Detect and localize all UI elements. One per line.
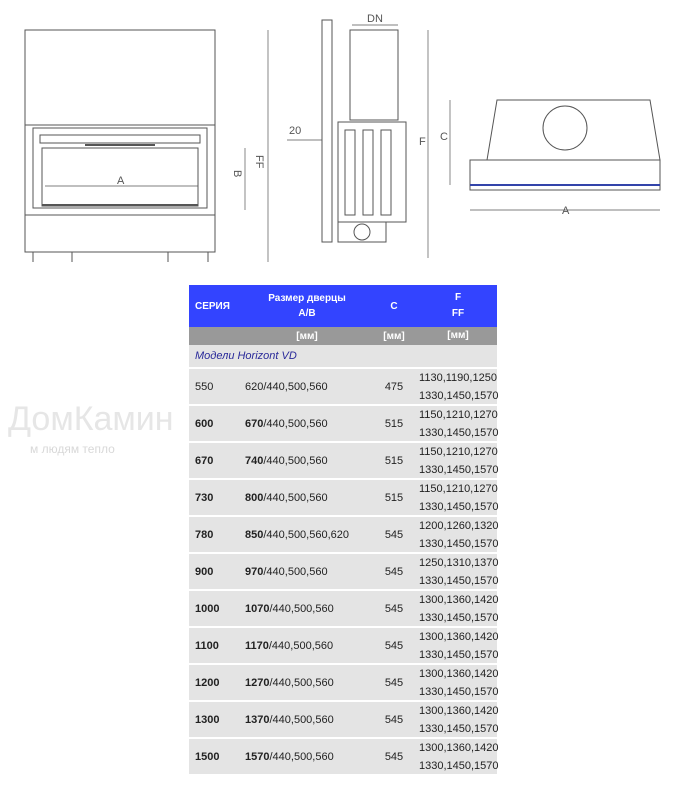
table-row: [189, 628, 497, 665]
cell-f: [419, 665, 497, 701]
table-row: [189, 665, 497, 702]
cell-series: 670: [195, 454, 214, 467]
cell-ff-values: 1330,1450,1570: [419, 463, 499, 476]
cell-c: 515: [384, 417, 404, 430]
units-row: [189, 327, 497, 345]
cell-ff-values: 1330,1450,1570: [419, 574, 499, 587]
cell-door-a: 620: [245, 380, 264, 393]
table-row: [189, 480, 497, 517]
cell-ff-values: 1330,1450,1570: [419, 389, 499, 402]
dim-label-dn: DN: [367, 13, 383, 25]
cell-door-b: /440,500,560: [269, 602, 334, 615]
cell-door-b: /440,500,560: [263, 565, 328, 578]
cell-f: [419, 554, 497, 590]
dim-label-a-top: A: [562, 205, 570, 217]
cell-door-a: 1370: [245, 713, 270, 726]
specs-table: [189, 285, 497, 776]
header-door: [239, 291, 369, 321]
cell-door: [239, 640, 369, 652]
cell-f: [419, 517, 497, 553]
cell-f: [419, 702, 497, 738]
cell-ff-values: 1330,1450,1570: [419, 759, 499, 772]
dim-label-a: A: [117, 175, 125, 187]
cell-f: [419, 369, 497, 405]
cell-door-b: /440,500,560: [263, 454, 328, 467]
cell-c: 545: [384, 713, 404, 726]
dim-label-c: C: [440, 131, 448, 143]
cell-door-a: 1270: [245, 676, 270, 689]
cell-f-values: 1300,1360,1420: [419, 667, 499, 680]
cell-f-values: 1300,1360,1420: [419, 704, 499, 717]
table-row: [189, 406, 497, 443]
cell-door-a: 970: [245, 565, 264, 578]
header-door-line2: A/B: [298, 308, 316, 319]
cell-door-b: /440,500,560: [263, 491, 328, 504]
cell-ff-values: 1330,1450,1570: [419, 500, 499, 513]
cell-door: [239, 751, 369, 763]
table-row: [189, 443, 497, 480]
unit-c: [мм]: [383, 330, 405, 342]
cell-f-values: 1150,1210,1270: [419, 482, 498, 495]
cell-series: 1300: [195, 713, 220, 726]
cell-door-a: 670: [245, 417, 264, 430]
unit-f: [мм]: [447, 330, 469, 341]
cell-f: [419, 406, 497, 442]
cell-f-values: 1300,1360,1420: [419, 630, 499, 643]
cell-series: 1100: [195, 639, 219, 652]
cell-door: [239, 714, 369, 726]
cell-door: [239, 566, 369, 578]
cell-door: [239, 492, 369, 504]
cell-door: [239, 603, 369, 615]
cell-f-values: 1130,1190,1250: [419, 371, 497, 384]
header-ff: FF: [451, 308, 465, 319]
cell-door: [239, 418, 369, 430]
cell-door-b: /440,500,560: [263, 380, 328, 393]
cell-f-values: 1300,1360,1420: [419, 741, 499, 754]
cell-f: [419, 739, 497, 775]
cell-ff-values: 1330,1450,1570: [419, 722, 499, 735]
cell-door-a: 1570: [245, 750, 270, 763]
cell-c: 545: [384, 639, 404, 652]
front-view: [25, 30, 268, 262]
table-row: [189, 739, 497, 776]
cell-c: 515: [384, 454, 404, 467]
unit-door: [мм]: [296, 330, 318, 342]
cell-door-b: /440,500,560: [268, 639, 334, 652]
cell-ff-values: 1330,1450,1570: [419, 611, 499, 624]
cell-f-values: 1300,1360,1420: [419, 593, 499, 606]
cell-door-b: /440,500,560: [263, 417, 328, 430]
cell-c: 545: [384, 565, 404, 578]
cell-series: 1500: [195, 750, 220, 763]
table-header: [189, 285, 497, 327]
cell-series: 780: [195, 528, 214, 541]
cell-series: 900: [195, 565, 214, 578]
cell-ff-values: 1330,1450,1570: [419, 537, 499, 550]
cell-f-values: 1150,1210,1270: [419, 408, 498, 421]
cell-series: 550: [195, 380, 214, 393]
cell-door: [239, 529, 369, 541]
cell-c: 545: [384, 676, 404, 689]
cell-door-b: /440,500,560: [269, 750, 334, 763]
section-title: Модели Horizont VD: [189, 345, 497, 369]
cell-ff-values: 1330,1450,1570: [419, 685, 499, 698]
cell-door: [239, 381, 369, 393]
header-f-ff: [419, 290, 497, 322]
cell-c: 475: [384, 380, 404, 393]
header-door-line1: Размер дверцы: [268, 293, 346, 304]
cell-series: 1000: [195, 602, 220, 615]
cell-c: 545: [384, 602, 404, 615]
cell-c: 515: [384, 491, 404, 504]
cell-door-a: 800: [245, 491, 264, 504]
cell-f-values: 1250,1310,1370: [419, 556, 499, 569]
cell-door: [239, 677, 369, 689]
cell-f: [419, 480, 497, 516]
cell-door-b: /440,500,560: [269, 713, 334, 726]
top-view: [440, 100, 660, 217]
cell-ff-values: 1330,1450,1570: [419, 648, 499, 661]
cell-door-a: 740: [245, 454, 264, 467]
cell-series: 1200: [195, 676, 220, 689]
cell-series: 730: [195, 491, 214, 504]
table-row: [189, 369, 497, 406]
cell-f: [419, 628, 497, 664]
cell-door: [239, 455, 369, 467]
header-f: F: [454, 292, 462, 303]
table-row: [189, 591, 497, 628]
cell-c: 545: [384, 750, 404, 763]
side-view: [287, 13, 428, 258]
dim-label-ff: FF: [253, 155, 265, 169]
cell-f: [419, 591, 497, 627]
cell-c: 545: [384, 528, 404, 541]
watermark: ДомКамин: [8, 400, 174, 438]
table-row: [189, 517, 497, 554]
watermark-tagline: м людям тепло: [30, 442, 115, 456]
header-c: C: [390, 300, 398, 312]
cell-series: 600: [195, 417, 214, 430]
cell-door-b: /440,500,560: [269, 676, 334, 689]
cell-door-a: 850: [245, 528, 264, 541]
dim-label-b: B: [231, 170, 243, 178]
cell-f: [419, 443, 497, 479]
dim-label-20: 20: [289, 125, 302, 137]
table-row: [189, 702, 497, 739]
cell-door-a: 1170: [245, 639, 269, 652]
cell-door-a: 1070: [245, 602, 270, 615]
cell-f-values: 1150,1210,1270: [419, 445, 498, 458]
cell-f-values: 1200,1260,1320: [419, 519, 499, 532]
table-row: [189, 554, 497, 591]
header-series: СЕРИЯ: [195, 300, 230, 312]
dim-label-f: F: [419, 136, 426, 148]
technical-drawing: [0, 0, 684, 285]
cell-ff-values: 1330,1450,1570: [419, 426, 499, 439]
cell-door-b: /440,500,560,620: [263, 528, 349, 541]
